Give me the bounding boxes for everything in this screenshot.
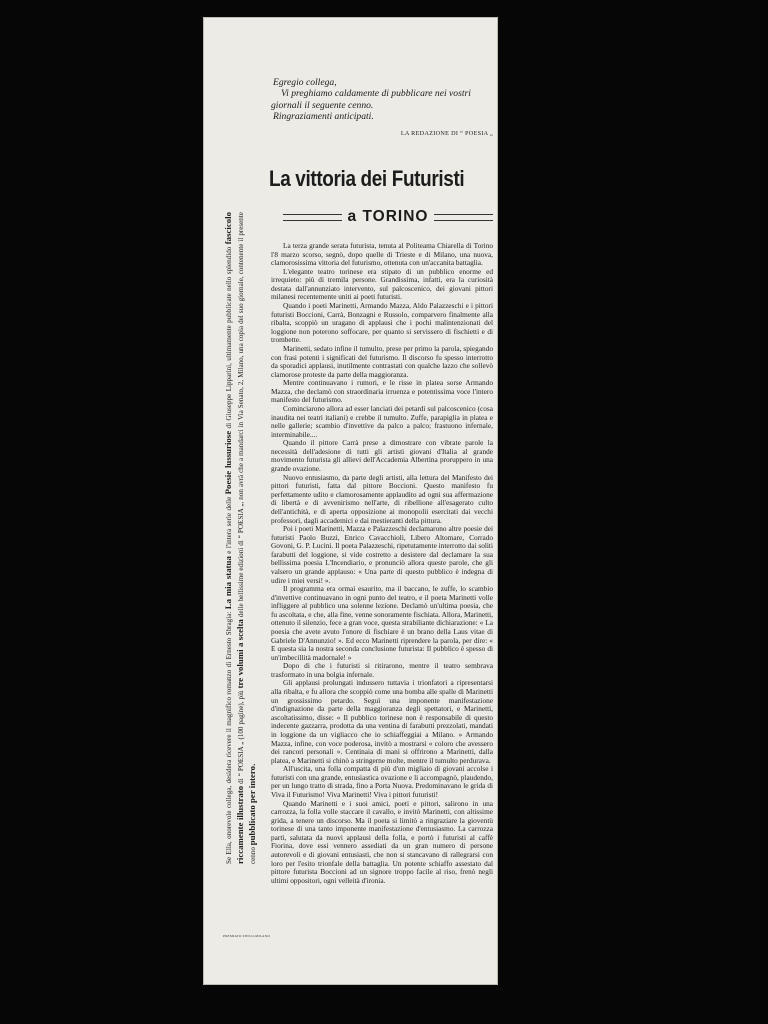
article-paragraph: Gli applausi prolungati indussero tuttavia i trionfatori a ripresentarsi alla ribalta, e fu allora che scoppiò come una bomba alle spalle di Marinetti un grossissimo petardo. Seguì una imponente manifestazione d'indignazione da parte della maggioranza degli spettatori, e Marinetti, ascoltatissimo, disse: « Il pubblico torinese non è responsabile di questo indecente gazzarra, prodotta da una ventina di farabutti prezzolati, mandati in loggione da un vigliacco che io schiaffeggiai a Milano. » Armando Mazza, infine, con voce poderosa, invitò a mostrarsi « coloro che avessero dei rancori personali ». Centinaia di mani si offrirono a Marinetti, dalla platea, e Marinetti si chinò a stringerne molte, mentre il tumulto perdurava. [271, 678, 493, 765]
right-double-rule [434, 214, 493, 221]
left-double-rule [283, 214, 342, 221]
offer-text-4: di “ POESIA „ (100 pagine), più [237, 690, 246, 784]
article-paragraph: Cominciarono allora ad esser lanciati dei petardi sul palcoscenico (cosa inaudita nei teatri italiani) e crebbe il tumulto. Zuffe, parapiglia in platea e nelle gallerie; scambio d'invettive da palco a palco; frastuono infernale, interminabile.... [271, 403, 493, 439]
subtitle-row [283, 207, 493, 227]
article-paragraph: Il programma era ormai esaurito, ma il baccano, le zuffe, lo scambio d'invettive continuavano in ogni punto del teatro, e il poeta Marinetti volle infliggere al pubblico una solenne lezione. Declamò un'ultima poesia, che fu ascoltata, e che, alla fine, venne sonoramente fischiata. Allora, Marinetti, ottenuto il silenzio, fece a gran voce, questa strabiliante dichiarazione: « La poesia che avete avuto l'onore di fischiare è un brano della Laus vitae di Gabriele D'Annunzio! ». Ed ecco Marinetti riprendere la parola, per dire: « E questa sia la nostra seconda conclusione futurista: Il pubblico è spesso di un'imbecillità madornale! » [271, 584, 493, 662]
intro-line-1: Vi preghiamo caldamente di pubblicare nei vostri [281, 88, 471, 100]
headline-title: La vittoria dei Futuristi [269, 166, 465, 191]
article-body [271, 242, 493, 885]
offer-text-2: e l'intera serie delle [225, 496, 233, 554]
intro-note [271, 77, 495, 123]
article-paragraph: Quando il pittore Carrà prese a dimostrare con vibrate parole la necessità dell'adesione di tutti gli artisti giovani d'Italia al grande movimento futurista gli allievi dell'Accademia Albertina proruppero in una grande ovazione. [271, 438, 493, 474]
article-paragraph: Quando Marinetti e i suoi amici, poeti e pittori, salirono in una carrozza, la folla volle staccare il cavallo, e invitò Marinetti, con altissime grida, a tenere un discorso. Ma il poeta si limitò a ringraziare la gioventù torinese di una tanto imponente manifestazione d'entusiasmo. La carrozza partì, salutata da nuovi applausi della folla, e portò i futuristi al caffè Fiorina, dove essi vennero assediati da un gran numero di persone autorevoli e di giovani entusiasti, che non si stancavano di rallegrarsi con loro per l'esito trionfale della battaglia. Un potente schiaffo assestato dal pittore futurista Boccioni ad un signore troppo facile al riso, frenò negli ultimi oppositori, ogni velleità d'ironia. [271, 798, 493, 885]
article-paragraph: Quando i poeti Marinetti, Armando Mazza, Aldo Palazzeschi e i pittori futuristi Boccioni, Carrà, Bonzagni e Russolo, comparvero finalmente alla ribalta, scoppiò un uragano di applausi che i pochi malintenzionati del loggione non poterono soffocare, per quanto si servissero di fischietti e di trombette. [271, 301, 493, 345]
article-paragraph: Marinetti, sedato infine il tumulto, prese per primo la parola, spiegando con frasi potenti i significati del futurismo. Il discorso fu spesso interrotto da sporadici applausi, inutilmente contrastati con qualche lazzo che sollevò clamorose proteste da parte della maggioranza. [271, 343, 493, 379]
article-paragraph: All'uscita, una folla compatta di più d'un migliaio di giovani accolse i futuristi con una grande, entusiastica ovazione e li accompagnò, plaudendo, per un lungo tratto di strada, fino a Porta Nuova. Predominavano le grida di Viva il Futurismo! Viva Marinetti! Viva i pittori futuristi! [271, 764, 493, 799]
article-paragraph: Nuovo entusiasmo, da parte degli artisti, alla lettura del Manifesto dei pittori futuristi, fatta dal pittore Boccioni. Questo manifesto fu perfettamente udito e clamorosamente applaudito ad ogni sua affermazione di libertà e di avvenirismo nell'arte, di ribellione all'esagerato culto dell'antichità, e di aperta opposizione ai monopolii esercitati dai vecchi professori, dagli accademici e dai mestieranti della pittura. [271, 472, 493, 525]
offer-book-title: La mia statua [223, 556, 233, 610]
intro-line-2: giornali il seguente cenno. [271, 99, 374, 111]
article-paragraph: Dopo di che i futuristi si ritirarono, mentre il teatro sembrava trasformato in una bolgia infernale. [271, 661, 493, 679]
offer-text-3: di Giuseppe Lipparini, ultimamente pubblicate nello splendido [225, 246, 233, 429]
intro-greeting: Egregio collega, [273, 77, 337, 88]
printer-imprint: PREMIATO ZINCO-MILANO [223, 934, 270, 938]
article-paragraph: Mentre continuavano i rumori, e le risse in platea sorse Armando Mazza, che declamò con straordinaria irruenza e potentissima voce l'intero manifesto del futurismo. [271, 378, 493, 405]
editorial-signature: LA REDAZIONE DI “ POESIA „ [400, 130, 493, 137]
headline-subtitle: a TORINO [347, 208, 429, 225]
article-paragraph: Poi i poeti Marinetti, Mazza e Palazzeschi declamarono altre poesie dei futuristi Paolo Buzzi, Enrico Cavacchioli, Libero Altomare, Corrado Govoni, G. P. Lucini. Il poeta Palazzeschi, ripetutamente interrotto dai soliti farabutti del loggione, si vide costretto a desistere dal declamare la sua bellissima poesia L'Incendiario, e pronunciò allora queste parole, che gli valsero un grande applauso: « Una parte di questo pubblico è indegna di udire i miei versi! ». [271, 524, 493, 585]
offer-three-volumes: tre volumi a scelta [235, 619, 246, 689]
offer-fascicle: fascicolo riccamente illustrato [223, 212, 246, 864]
offer-poems-title: Poesie lussuriose [223, 430, 233, 495]
article-paragraph: L'elegante teatro torinese era stipato di un pubblico enorme ed irrequieto: più di tremila persone. Grandissima, infatti, era la curiosità destata dall'annunziato intervento, sul palcoscenico, dei giovani pittori milanesi recentemente uniti ai poeti futuristi. [271, 266, 493, 302]
offer-text-5: delle bellissime edizioni di “ POESIA „, non avrà che a mandarci in Via Senato, 2, Milano, una copia del suo giornale, contenente il presente cenno [237, 212, 258, 864]
offer-published-full: pubblicato per intero. [247, 763, 258, 846]
flyer-sheet [203, 17, 498, 985]
article-paragraph: La terza grande serata futurista, tenuta al Politeama Chiarella di Torino l'8 marzo scorso, segnò, dopo quelle di Trieste e di Milano, una nuova, clamorosissima vittoria del futurismo, ottenuta con un'accanita battaglia. [271, 241, 493, 268]
intro-thanks: Ringraziamenti anticipati. [273, 111, 374, 123]
offer-text-1: Se Ella, onorevole collega, desidera ricevere il magnifico romanzo di Ernesto Sbragia: [225, 611, 233, 864]
